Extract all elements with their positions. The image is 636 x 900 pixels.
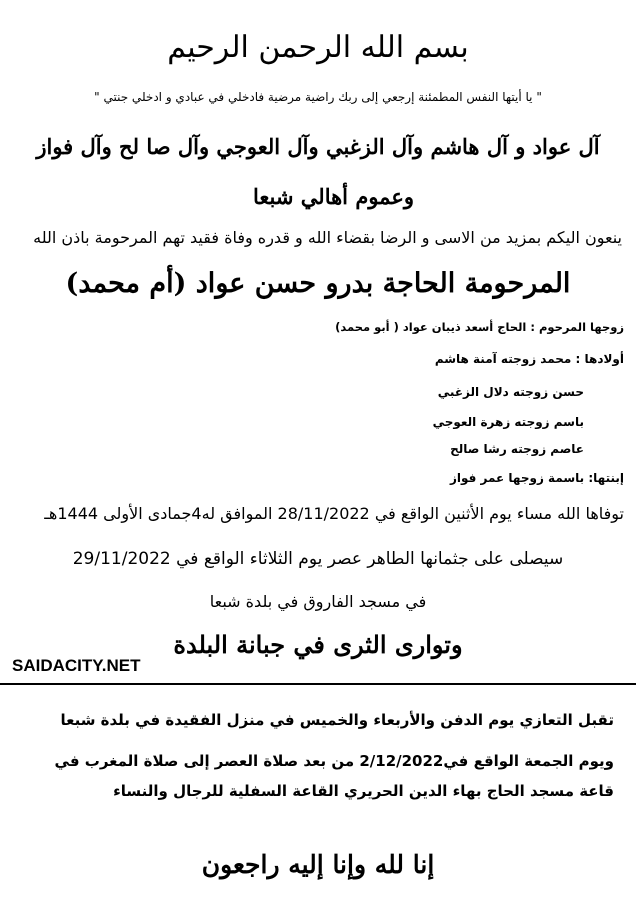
sons-line: أولادها : محمد زوجته آمنة هاشم xyxy=(434,352,624,366)
families-line-2: وعموم أهالي شبعا xyxy=(253,184,414,209)
condolences-line-3: قاعة مسجد الحاج بهاء الدين الحريري القاعة السفلية للرجال والنساء xyxy=(113,782,614,800)
condolences-line-2: ويوم الجمعة الواقع في2/12/2022 من بعد صلاة العصر إلى صلاة المغرب في xyxy=(54,752,614,770)
burial-line: وتوارى الثرى في جبانة البلدة xyxy=(173,630,463,659)
mosque-location: في مسجد الفاروق في بلدة شبعا xyxy=(209,592,427,611)
condolences-line-1: تقبل التعازي يوم الدفن والأربعاء والخميس في منزل الفقيدة في بلدة شبعا xyxy=(60,711,614,729)
quran-verse: " يا أيتها النفس المطمئنة إرجعي إلى ربك راضية مرضية فادخلي في عبادي و ادخلي جنتي " xyxy=(94,90,542,104)
basmala-heading: بسم الله الرحمن الرحيم xyxy=(167,30,469,65)
closing-phrase: إنا لله وإنا إليه راجعون xyxy=(201,850,435,879)
daughter-line: إبنتها: باسمة زوجها عمر فواز xyxy=(449,471,624,485)
deceased-name: المرحومة الحاجة بدرو حسن عواد (أم محمد) xyxy=(65,268,571,299)
families-line-1: آل عواد و آل هاشم وآل الزغبي وآل العوجي وآل صا لح وآل فواز xyxy=(36,134,600,159)
funeral-prayer: سيصلى على جثمانها الطاهر عصر يوم الثلاثاء الواقع في 29/11/2022 xyxy=(72,549,564,569)
death-notice: توفاها الله مساء يوم الأثنين الواقع في 28/11/2022 الموافق له4جمادى الأولى 1444هـ xyxy=(44,504,624,523)
section-divider xyxy=(0,683,636,685)
son-entry: حسن زوجته دلال الزغبي xyxy=(437,385,584,399)
site-watermark: SAIDACITY.NET xyxy=(12,656,141,675)
son-entry: باسم زوجته زهرة العوجي xyxy=(432,415,584,429)
announcement-text: ينعون اليكم بمزيد من الاسى و الرضا بقضاء الله و قدره وفاة فقيد تهم المرحومة باذن الله xyxy=(33,228,622,247)
husband-line: زوجها المرحوم : الحاج أسعد ذيبان عواد ( أبو محمد) xyxy=(335,320,624,334)
son-entry: عاصم زوجته رشا صالح xyxy=(450,442,584,456)
